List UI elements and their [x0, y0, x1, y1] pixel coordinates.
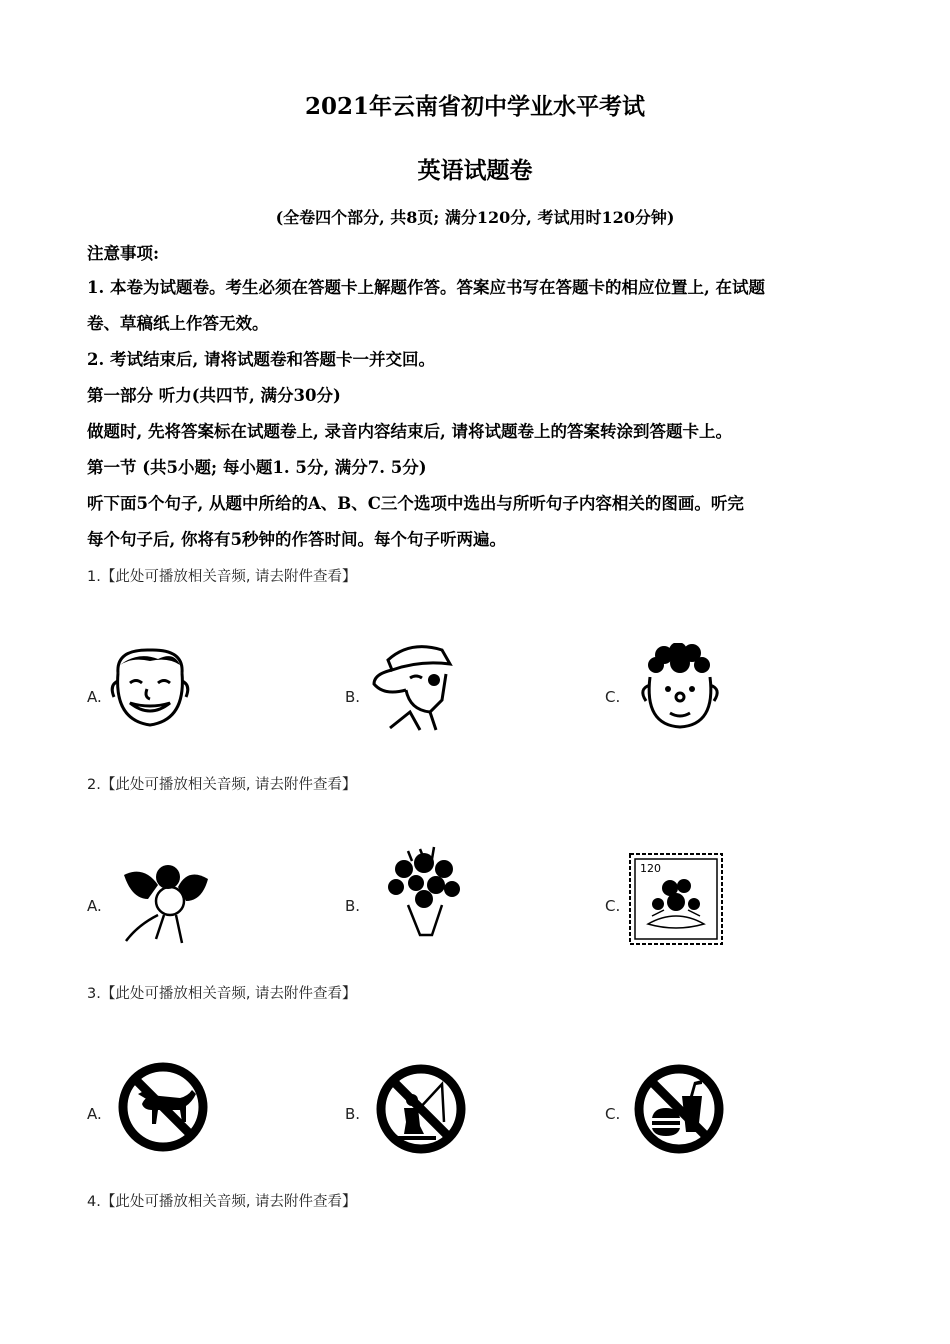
stamp-value: 120	[640, 862, 661, 875]
part1-heading: 第一部分 听力(共四节, 满分30分)	[87, 386, 341, 405]
no-fishing-sign-image	[374, 1062, 468, 1156]
q2-option-c-label[interactable]: C.	[605, 897, 621, 915]
notes-heading: 注意事项:	[87, 244, 160, 263]
q1-option-c-label[interactable]: C.	[605, 688, 621, 706]
question-4-audio[interactable]: 4.【此处可播放相关音频, 请去附件查看】	[87, 1194, 357, 1210]
flower-bouquet-image	[378, 845, 470, 939]
section1-heading: 第一节 (共5小题; 每小题1. 5分, 满分7. 5分)	[87, 458, 427, 477]
page-title: 2021年云南省初中学业水平考试	[304, 93, 645, 120]
no-dogs-sign-image	[116, 1060, 210, 1154]
part1-instruction: 做题时, 先将答案标在试题卷上, 录音内容结束后, 请将试题卷上的答案转涂到答题卡上。	[87, 422, 732, 441]
notes-item2: 2. 考试结束后, 请将试题卷和答题卡一并交回。	[87, 350, 435, 369]
baby-face-image	[634, 643, 726, 731]
q3-option-a-label[interactable]: A.	[87, 1105, 102, 1123]
man-with-cap-image	[370, 640, 460, 732]
q2-option-b-label[interactable]: B.	[345, 897, 361, 915]
page-subtitle: 英语试题卷	[417, 157, 533, 184]
question-3-audio[interactable]: 3.【此处可播放相关音频, 请去附件查看】	[87, 986, 357, 1002]
q1-option-b-label[interactable]: B.	[345, 688, 361, 706]
q3-option-c-label[interactable]: C.	[605, 1105, 621, 1123]
boy-face-image	[108, 645, 192, 731]
kite-image	[118, 855, 214, 945]
q3-option-b-label[interactable]: B.	[345, 1105, 361, 1123]
no-food-drink-sign-image	[632, 1062, 726, 1156]
notes-item1-line2: 卷、草稿纸上作答无效。	[87, 314, 269, 333]
section1-instr-line2: 每个句子后, 你将有5秒钟的作答时间。每个句子听两遍。	[87, 530, 506, 549]
exam-meta: (全卷四个部分, 共8页; 满分120分, 考试用时120分钟)	[275, 208, 675, 227]
question-1-audio[interactable]: 1.【此处可播放相关音频, 请去附件查看】	[87, 569, 357, 585]
postage-stamp-image	[628, 852, 724, 946]
question-2-audio[interactable]: 2.【此处可播放相关音频, 请去附件查看】	[87, 777, 357, 793]
section1-instr-line1: 听下面5个句子, 从题中所给的A、B、C三个选项中选出与所听句子内容相关的图画。听完	[87, 494, 744, 513]
q2-option-a-label[interactable]: A.	[87, 897, 102, 915]
q1-option-a-label[interactable]: A.	[87, 688, 102, 706]
notes-item1-line1: 1. 本卷为试题卷。考生必须在答题卡上解题作答。答案应书写在答题卡的相应位置上, 在试题	[87, 278, 765, 297]
